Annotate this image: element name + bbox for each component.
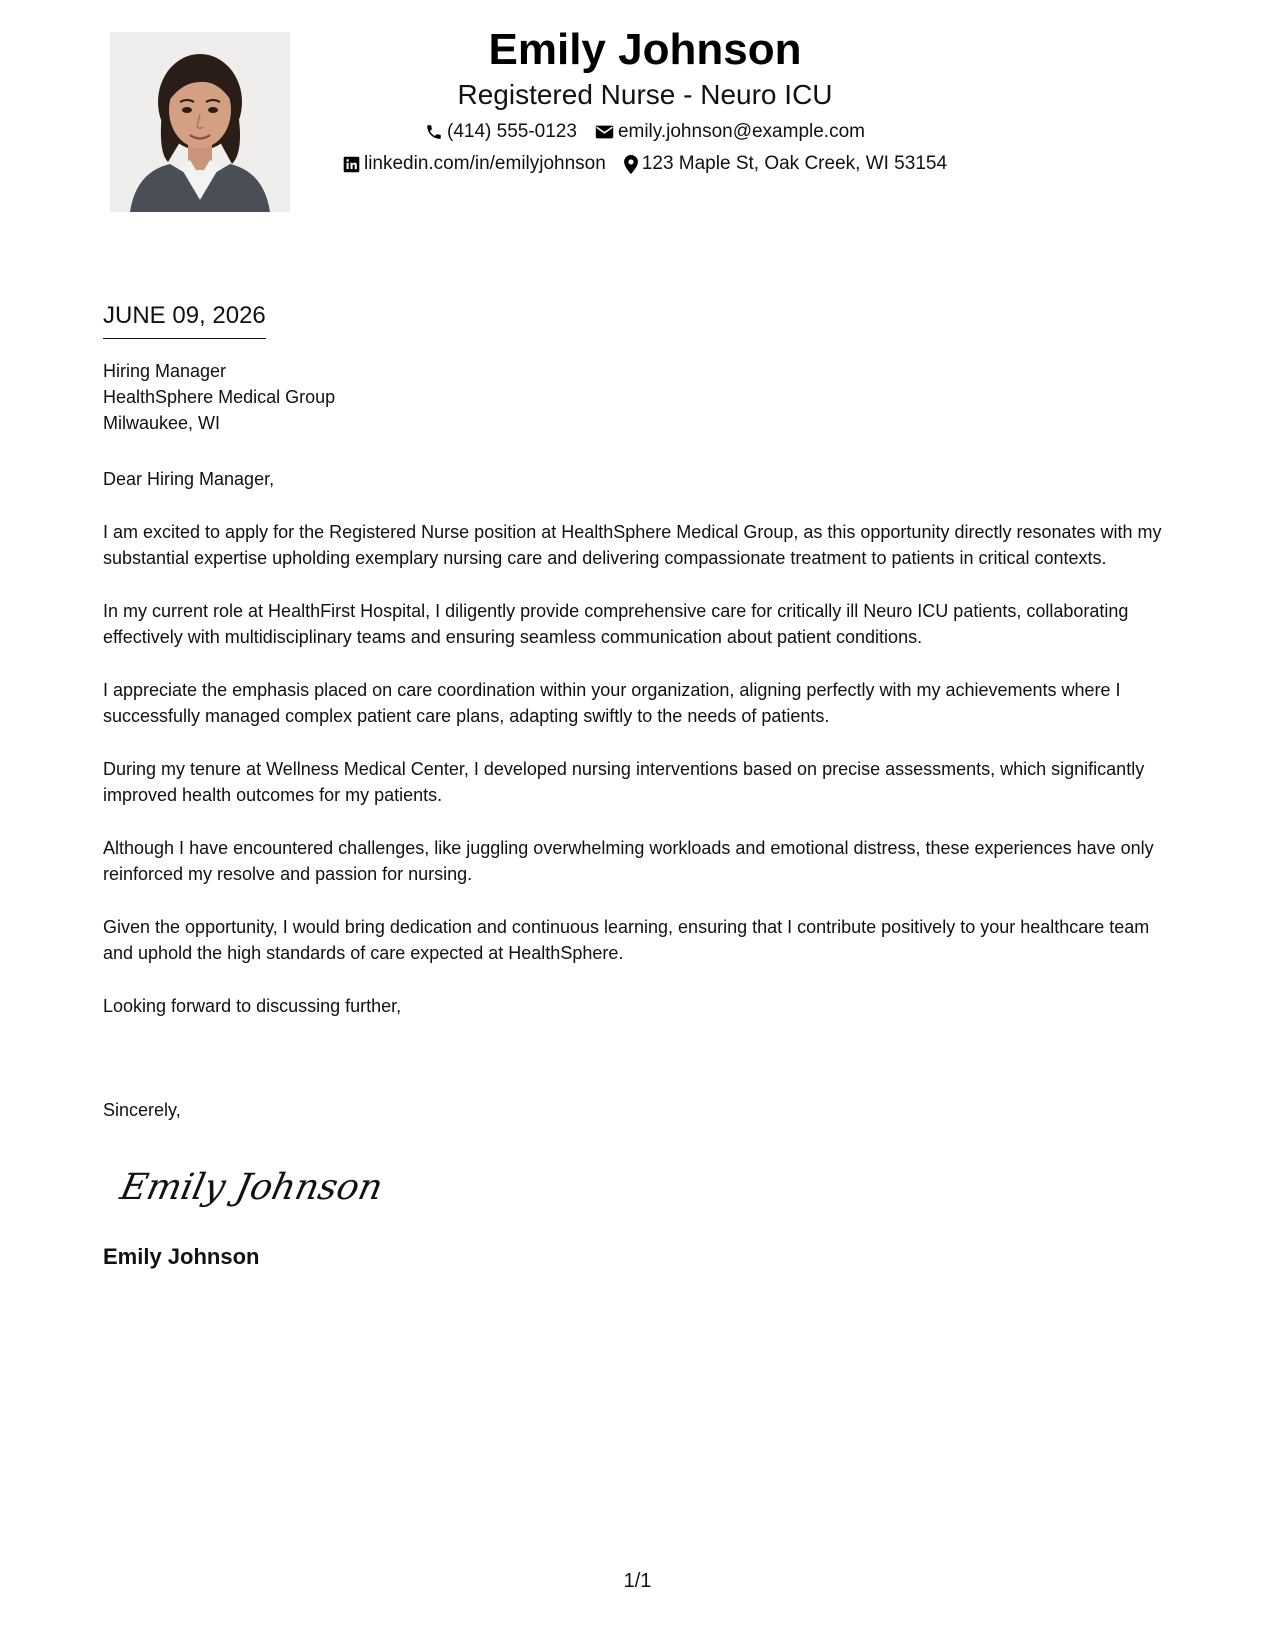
profile-photo (110, 32, 290, 212)
contact-linkedin (343, 152, 606, 176)
signer-name: Emily Johnson (103, 1244, 260, 1269)
body-paragraph: During my tenure at Wellness Medical Center, I developed nursing interventions based on precise assessments, which significantly improved health outcomes for my patients. (103, 758, 1145, 805)
envelope-icon (595, 124, 614, 140)
contact-address (624, 152, 947, 176)
body-paragraph: In my current role at HealthFirst Hospital, I diligently provide comprehensive care for critically ill Neuro ICU patients, collaborating effectively with multidisciplinary teams and ensuring seamless communication about patient conditions. (103, 600, 1129, 647)
phone-text[interactable]: (414) 555-0123 (447, 121, 577, 142)
letter-date: JUNE 09, 2026 (103, 300, 266, 339)
salutation: Dear Hiring Manager, (103, 469, 275, 489)
linkedin-text[interactable]: linkedin.com/in/emilyjohnson (363, 153, 606, 174)
contact-row-1 (300, 120, 990, 144)
linkedin-icon (343, 156, 360, 173)
recipient-line: Milwaukee, WI (103, 413, 221, 433)
map-pin-icon (624, 155, 638, 174)
header (300, 22, 990, 176)
body-paragraph: Although I have encountered challenges, like juggling overwhelming workloads and emotional distress, these experiences have only reinforced my resolve and passion for nursing. (103, 837, 1154, 884)
handwritten-signature (116, 1155, 387, 1215)
recipient-line: HealthSphere Medical Group (103, 387, 336, 407)
phone-icon (425, 123, 443, 141)
contact-phone (425, 120, 577, 144)
contact-row-2 (300, 152, 990, 176)
applicant-name: Emily Johnson (488, 25, 802, 74)
contact-email (595, 120, 865, 144)
signature-glyphs: Emily Johnson (116, 1165, 387, 1208)
recipient-line: Hiring Manager (103, 361, 227, 381)
address-text: 123 Maple St, Oak Creek, WI 53154 (641, 153, 948, 174)
page-number: 1/1 (623, 1570, 652, 1592)
body-paragraph: I am excited to apply for the Registered Nurse position at HealthSphere Medical Group, as this opportunity directly resonates with my substantial expertise upholding exemplary nursing care and delivering compassionate treatment to patients in critical contexts. (103, 521, 1162, 568)
body-paragraph: I appreciate the emphasis placed on care coordination within your organization, aligning perfectly with my achievements where I successfully managed complex patient care plans, adapting swiftly to the needs of patients. (103, 679, 1121, 726)
letter-body (103, 466, 1178, 1045)
body-paragraph: Given the opportunity, I would bring dedication and continuous learning, ensuring that I contribute positively to your healthcare team and uphold the high standards of care expected at HealthSphere. (103, 916, 1150, 963)
applicant-title: Registered Nurse - Neuro ICU (457, 79, 833, 110)
sign-off: Looking forward to discussing further, (103, 995, 402, 1016)
closing: Sincerely, (103, 1100, 181, 1120)
recipient-block (103, 358, 335, 436)
email-text[interactable]: emily.johnson@example.com (617, 121, 865, 142)
